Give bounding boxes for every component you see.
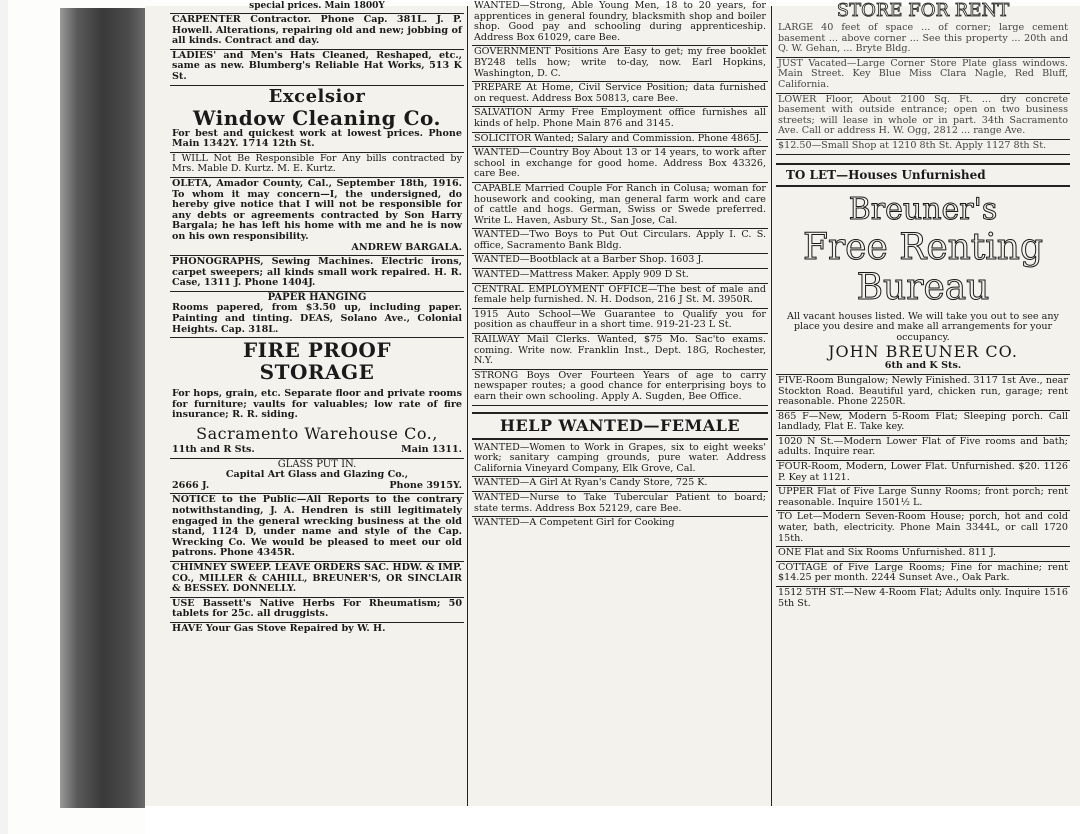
classified-ad: 865 F—New, Modern 5-Room Flat; Sleeping porch. Call landlady, Flat E. Take key. bbox=[776, 411, 1070, 436]
classified-ad: SALVATION Army Free Employment office furnishes all kinds of help. Phone Main 876 and 3145. bbox=[472, 107, 768, 132]
classified-ad: STRONG Boys Over Fourteen Years of age to carry newspaper routes; a good chance for enterprising boys to earn their own schooling. Apply A. Sugden, Bee Office. bbox=[472, 370, 768, 406]
classified-ad: LOWER Floor, About 2100 Sq. Ft. ... dry concrete basement with outside entrance; open on two business streets; will lease in whole or in part. 34th Sacramento Ave. Call or address H. W. Ogg, 2812 ... range Ave. bbox=[776, 94, 1070, 140]
classified-ad: 1915 Auto School—We Guarantee to Qualify you for position as chauffeur in a short time. 919-21-23 L St. bbox=[472, 309, 768, 334]
ad-address-line bbox=[172, 481, 462, 492]
ad-address: 11th and R Sts. bbox=[172, 444, 255, 456]
ad-phone: Main 1311. bbox=[401, 444, 462, 456]
classified-ad: SOLICITOR Wanted; Salary and Commission. Phone 4865J. bbox=[472, 133, 768, 148]
section-heading: STORE FOR RENT bbox=[836, 0, 1010, 21]
ad-heading: Free Renting bbox=[802, 226, 1044, 268]
classified-ad: WANTED—Strong, Able Young Men, 18 to 20 years, for apprentices in general foundry, blacksmith shop and boiler shop. Good pay and schooling during apprenticeship. Address Box 61029, care Bee. bbox=[472, 0, 768, 46]
classified-ad: CAPABLE Married Couple For Ranch in Colusa; woman for housework and cooking, man general farm work and care of cattle and hogs. German, Swiss or Swede preferred. Write L. Haven, Asbury St., San Jose, Cal. bbox=[472, 183, 768, 229]
binding-shadow bbox=[60, 8, 145, 808]
display-ad-excelsior bbox=[170, 86, 464, 153]
classified-ad: WANTED—Women to Work in Grapes, six to eight weeks' work; sanitary camping grounds, pure water. Address California Vineyard Company, Elk Grove, Cal. bbox=[472, 442, 768, 478]
column-2 bbox=[472, 0, 768, 800]
ad-company: JOHN BREUNER CO. bbox=[828, 342, 1018, 362]
column-3 bbox=[776, 0, 1070, 800]
column-rule bbox=[467, 6, 468, 806]
ad-body: All vacant houses listed. We will take you out to see any place you desire and make all arrangements for your occupancy. bbox=[787, 310, 1059, 343]
section-heading: HELP WANTED—FEMALE bbox=[472, 412, 768, 440]
classified-ad: WANTED—Mattress Maker. Apply 909 D St. bbox=[472, 269, 768, 284]
scan-left-margin bbox=[0, 0, 8, 834]
classified-ad: TO Let—Modern Seven-Room House; porch, hot and cold water, bath, electricity. Phone Main 3344L, or call 1720 15th. bbox=[776, 511, 1070, 547]
ad-address: 6th and K Sts. bbox=[884, 360, 962, 372]
ad-heading: FIRE PROOF bbox=[242, 338, 392, 363]
classified-ad-notice: I WILL Not Be Responsible For Any bills contracted by Mrs. Mable D. Kurtz. M. E. Kurtz. bbox=[170, 153, 464, 178]
classified-ad: UPPER Flat of Five Large Sunny Rooms; front porch; rent reasonable. Inquire 1501½ L. bbox=[776, 486, 1070, 511]
ad-company: Sacramento Warehouse Co., bbox=[196, 424, 438, 444]
ad-body: For best and quickest work at lowest prices. Phone Main 1342Y. 1714 12th St. bbox=[172, 127, 462, 150]
display-ad-storage bbox=[170, 338, 464, 458]
classified-ad-carpenter: CARPENTER Contractor. Phone Cap. 381L. J. P. Howell. Alterations, repairing old and new; jobbing of all kinds. Contract and day. bbox=[170, 14, 464, 50]
classified-ad: JUST Vacated—Large Corner Store Plate glass windows. Main Street. Key Blue Miss Clara Nagle, Red Bluff, California. bbox=[776, 58, 1070, 94]
ad-heading: Breuner's bbox=[848, 191, 998, 227]
classified-ad: GOVERNMENT Positions Are Easy to get; my free booklet BY248 tells how; write to-day, now. Earl Hopkins, Washington, D. C. bbox=[472, 46, 768, 82]
classified-ad: WANTED—Country Boy About 13 or 14 years, to work after school in exchange for good home. Address Box 43326, care Bee. bbox=[472, 147, 768, 183]
classified-ad-gas-stove: HAVE Your Gas Stove Repaired by W. H. bbox=[172, 622, 386, 634]
ad-heading: Bureau bbox=[856, 266, 990, 308]
classified-ad-chimney: CHIMNEY SWEEP. LEAVE ORDERS SAC. HDW. & IMP. CO., MILLER & CAHILL, BREUNER'S, OR SINCLAIR & BESSEY. DONNELLY. bbox=[170, 562, 464, 598]
display-ad-paper-hanging bbox=[170, 292, 464, 338]
ad-heading: Window Cleaning Co. bbox=[193, 105, 441, 130]
ad-body: For hops, grain, etc. Separate floor and private rooms for furniture; vaults for valuables; low rate of fire insurance; R. R. siding. bbox=[172, 388, 462, 421]
classified-ad-phonographs: PHONOGRAPHS, Sewing Machines. Electric irons, carpet sweepers; all kinds small work repaired. H. R. Case, 1311 J. Phone 1404J. bbox=[170, 256, 464, 292]
ad-heading: Excelsior bbox=[268, 85, 366, 107]
classified-ad: LARGE 40 feet of space ... of corner; large cement basement ... above corner ... See this property ... 20th and Q. W. Gehan, ... Bryte Bldg. bbox=[776, 22, 1070, 58]
column-1 bbox=[170, 0, 464, 800]
classified-ad: 1020 N St.—Modern Lower Flat of Five rooms and bath; adults. Inquire rear. bbox=[776, 436, 1070, 461]
classified-ad-herbs: USE Bassett's Native Herbs For Rheumatism; 50 tablets for 25c. all druggists. bbox=[170, 598, 464, 623]
classified-ad: special prices. Main 1800Y bbox=[170, 0, 464, 14]
scan-bottom-margin bbox=[145, 806, 1080, 834]
display-ad-breuner bbox=[776, 191, 1070, 375]
classified-ad-wrecking: NOTICE to the Public—All Reports to the contrary notwithstanding, J. A. Hendren is still legitimately engaged in the general wrecking business at the old stand, 1124 D, under name and style of the Cap. Wrecking Co. We would be pleased to meet our old patrons. Phone 4345R. bbox=[170, 494, 464, 562]
ad-body: Capital Art Glass and Glazing Co., bbox=[225, 469, 409, 481]
classified-ad: WANTED—Two Boys to Put Out Circulars. Apply I. C. S. office, Sacramento Bank Bldg. bbox=[472, 229, 768, 254]
classified-ad: COTTAGE of Five Large Rooms; Fine for machine; rent $14.25 per month. 2244 Sunset Ave., Oak Park. bbox=[776, 562, 1070, 587]
classified-ad: PREPARE At Home, Civil Service Position; data furnished on request. Address Box 50813, care Bee. bbox=[472, 82, 768, 107]
ad-address-line bbox=[172, 445, 462, 456]
classified-ad: FOUR-Room, Modern, Lower Flat. Unfurnished. $20. 1126 P. Key at 1121. bbox=[776, 461, 1070, 486]
ad-body: OLETA, Amador County, Cal., September 18th, 1916. To whom it may concern—I, the undersigned, do hereby give notice that I will not be responsible for any debts or agreements contracted by Son Harry Bargala; he has left his home with me and he is now on his own responsibility. bbox=[172, 177, 462, 242]
column-rule bbox=[771, 6, 772, 806]
display-ad-glass bbox=[170, 459, 464, 495]
classified-ad: ONE Flat and Six Rooms Unfurnished. 811 J. bbox=[776, 547, 1070, 562]
classified-ad: FIVE-Room Bungalow; Newly Finished. 3117 1st Ave., near Stockton Road. Beautiful yard, chicken run, garage; rent reasonable. Phone 2250R. bbox=[776, 375, 1070, 411]
ad-address: 2666 J. bbox=[172, 479, 210, 491]
classified-ad: WANTED—A Competent Girl for Cooking bbox=[474, 517, 675, 529]
ad-heading: PAPER HANGING bbox=[267, 291, 367, 303]
classified-ad: CENTRAL EMPLOYMENT OFFICE—The best of male and female help furnished. N. H. Dodson, 216 J St. M. 3950R. bbox=[472, 284, 768, 309]
classified-ad-hats: LADIES' and Men's Hats Cleaned, Reshaped, etc., same as new. Blumberg's Reliable Hat Works, 513 K St. bbox=[170, 50, 464, 86]
classified-ad: 1512 5TH ST.—New 4-Room Flat; Adults only. Inquire 1516 5th St. bbox=[778, 587, 1068, 609]
ad-heading: GLASS PUT IN. bbox=[277, 458, 357, 470]
ad-phone: Phone 3915Y. bbox=[389, 479, 462, 491]
section-heading: TO LET—Houses Unfurnished bbox=[776, 163, 1070, 187]
ad-heading: STORAGE bbox=[259, 360, 375, 385]
ad-body: Rooms papered, from $3.50 up, including paper. Painting and tinting. DEAS, Solano Ave., Colonial Heights. Cap. 318L. bbox=[172, 302, 462, 335]
classified-ad: $12.50—Small Shop at 1210 8th St. Apply 1127 8th St. bbox=[776, 140, 1070, 155]
classified-ad: WANTED—Bootblack at a Barber Shop. 1603 J. bbox=[472, 254, 768, 269]
classified-ad-oleta bbox=[170, 178, 464, 256]
classified-ad: WANTED—Nurse to Take Tubercular Patient to board; state terms. Address Box 52129, care Bee. bbox=[472, 492, 768, 517]
ad-signature: ANDREW BARGALA. bbox=[351, 241, 462, 253]
classified-ad: WANTED—A Girl At Ryan's Candy Store, 725 K. bbox=[472, 477, 768, 492]
classified-ad: RAILWAY Mail Clerks. Wanted, $75 Mo. Sac'to exams. coming. Write now. Franklin Inst., Dept. 18G, Rochester, N.Y. bbox=[472, 334, 768, 370]
